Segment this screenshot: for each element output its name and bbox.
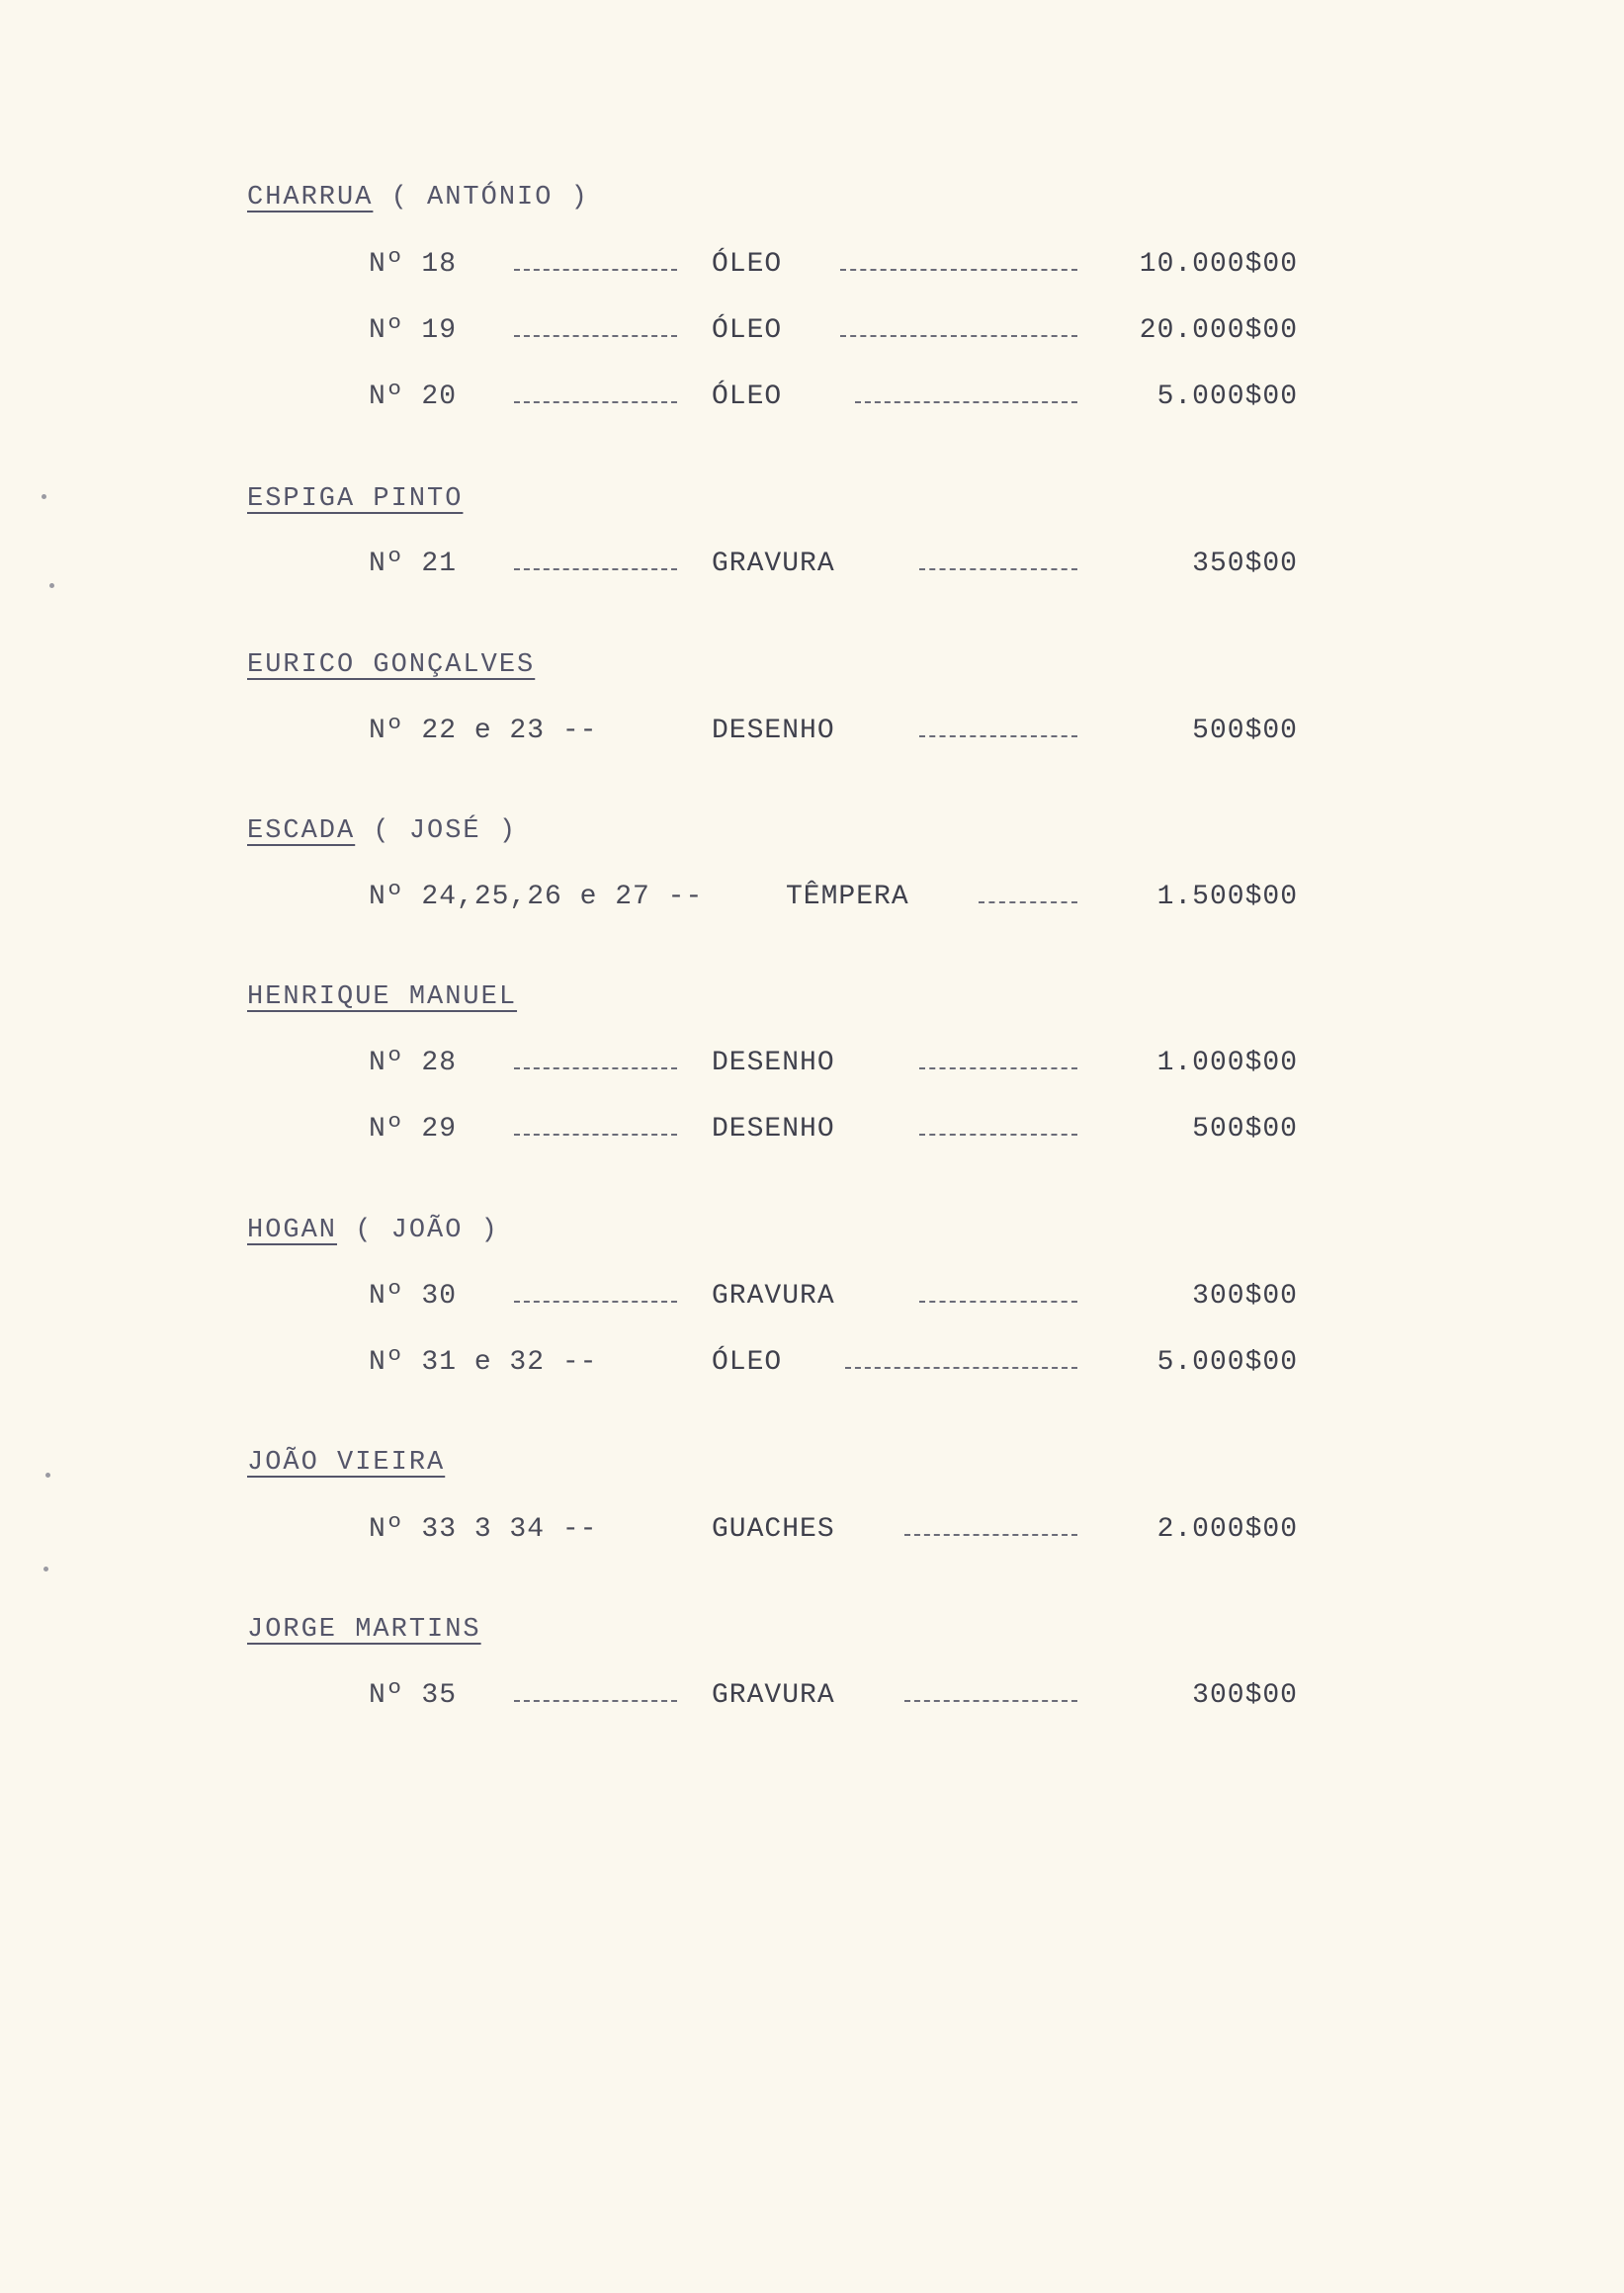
item-number: Nº 21 [369,549,458,579]
artist-heading [247,1448,445,1478]
paper-speck [45,1473,50,1478]
artist-extra: ( ANTÓNIO ) [390,183,589,212]
artist-heading [247,484,463,514]
artist-name: ESCADA [247,816,356,846]
item-number: Nº 22 e 23 -- [369,716,598,746]
artist-name: JORGE MARTINS [247,1615,481,1645]
item-price: 300$00 [1192,1281,1298,1312]
paper-speck [42,494,46,499]
dash-leader [514,269,677,271]
item-price: 5.000$00 [1156,1347,1298,1378]
list-item [0,1347,1624,1387]
dash-leader [514,568,677,570]
dash-leader [904,1534,1077,1536]
dash-leader [514,1134,677,1136]
item-technique: DESENHO [712,1114,835,1145]
list-item [0,382,1624,421]
dash-leader [840,335,1077,337]
item-number: Nº 31 e 32 -- [369,1347,598,1378]
paper-speck [43,1567,48,1571]
dash-leader [919,735,1077,737]
item-number: Nº 20 [369,382,458,412]
item-technique: GUACHES [712,1514,835,1545]
artist-heading [247,183,589,212]
dash-leader [919,1301,1077,1303]
dash-leader [904,1700,1077,1702]
item-price: 500$00 [1192,716,1298,746]
artist-extra: ( JOÃO ) [355,1216,499,1245]
item-technique: DESENHO [712,716,835,746]
list-item [0,1048,1624,1087]
artist-heading [247,650,535,680]
dash-leader [514,335,677,337]
item-price: 10.000$00 [1139,249,1298,280]
artist-name: HENRIQUE MANUEL [247,982,518,1012]
item-price: 5.000$00 [1156,382,1298,412]
artist-name: JOÃO VIEIRA [247,1448,446,1478]
item-technique: TÊMPERA [786,882,909,912]
list-item [0,882,1624,921]
dash-leader [919,568,1077,570]
item-price: 350$00 [1192,549,1298,579]
item-number: Nº 33 3 34 -- [369,1514,598,1545]
list-item [0,1514,1624,1554]
list-item [0,716,1624,755]
artist-name: EURICO GONÇALVES [247,650,536,680]
list-item [0,249,1624,289]
list-item [0,549,1624,588]
item-technique: GRAVURA [712,549,835,579]
artist-name: CHARRUA [247,183,374,212]
dash-leader [845,1367,1077,1369]
item-number: Nº 30 [369,1281,458,1312]
dash-leader [514,1067,677,1069]
dash-leader [514,1301,677,1303]
item-price: 2.000$00 [1156,1514,1298,1545]
item-technique: GRAVURA [712,1281,835,1312]
item-number: Nº 24,25,26 e 27 -- [369,882,704,912]
list-item [0,315,1624,355]
dash-leader [514,401,677,403]
item-number: Nº 19 [369,315,458,346]
dash-leader [514,1700,677,1702]
item-technique: ÓLEO [712,382,783,412]
item-price: 1.500$00 [1156,882,1298,912]
artist-heading [247,816,517,846]
list-item [0,1680,1624,1720]
item-technique: DESENHO [712,1048,835,1078]
dash-leader [855,401,1077,403]
artist-heading [247,982,517,1012]
list-item [0,1114,1624,1153]
dash-leader [919,1067,1077,1069]
artist-heading [247,1615,481,1645]
artist-name: ESPIGA PINTO [247,484,464,514]
item-price: 300$00 [1192,1680,1298,1711]
artist-heading [247,1216,499,1245]
item-price: 500$00 [1192,1114,1298,1145]
item-technique: ÓLEO [712,249,783,280]
item-price: 20.000$00 [1139,315,1298,346]
item-technique: GRAVURA [712,1680,835,1711]
dash-leader [979,901,1077,903]
dash-leader [919,1134,1077,1136]
item-number: Nº 29 [369,1114,458,1145]
item-price: 1.000$00 [1156,1048,1298,1078]
item-number: Nº 18 [369,249,458,280]
item-number: Nº 28 [369,1048,458,1078]
artist-name: HOGAN [247,1216,338,1245]
paper-speck [49,583,54,588]
item-technique: ÓLEO [712,315,783,346]
dash-leader [840,269,1077,271]
item-technique: ÓLEO [712,1347,783,1378]
list-item [0,1281,1624,1320]
item-number: Nº 35 [369,1680,458,1711]
artist-extra: ( JOSÉ ) [373,816,518,846]
